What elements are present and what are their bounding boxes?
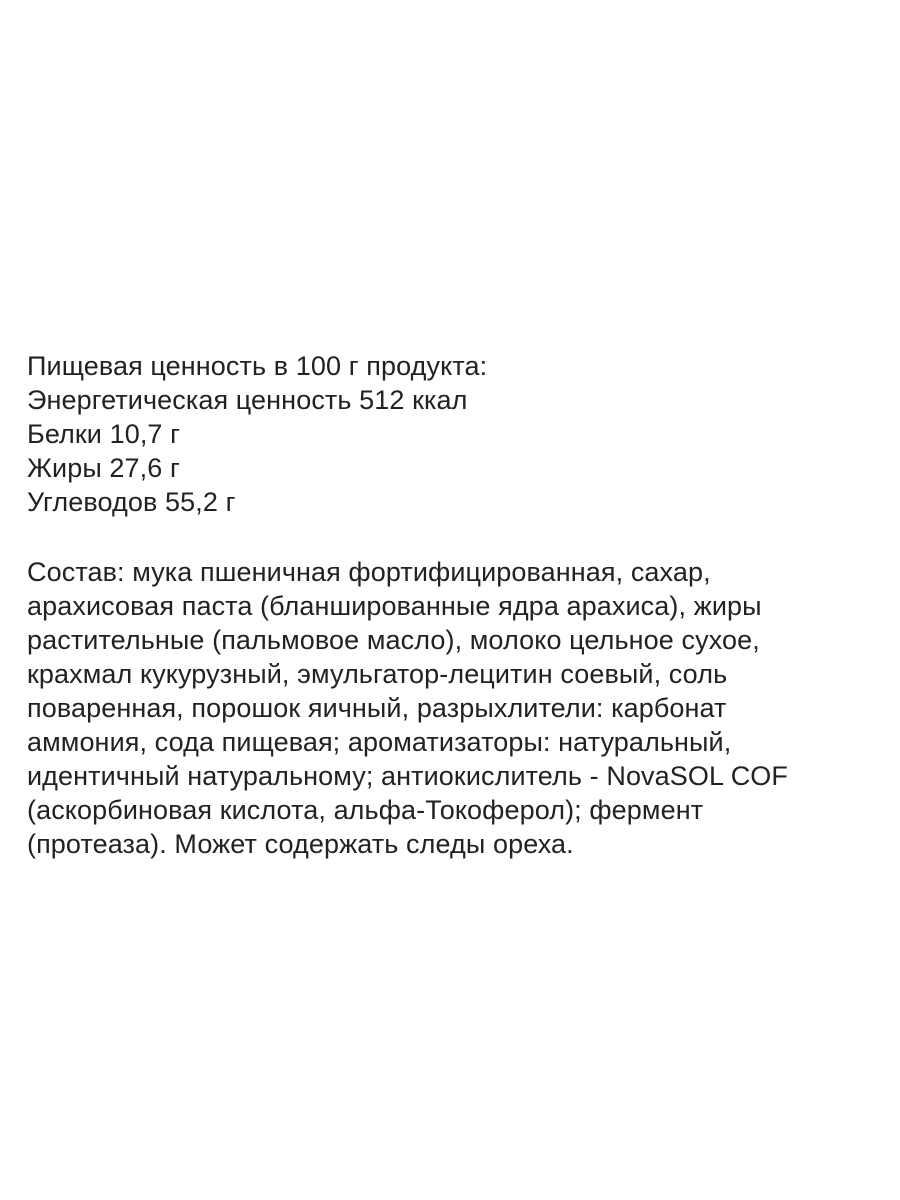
composition-line: Состав: мука пшеничная фортифицированная, сахар, [27, 557, 711, 587]
composition-line: (протеаза). Может содержать следы ореха. [27, 829, 574, 859]
nutrition-facts [27, 349, 487, 519]
fat-value: Жиры 27,6 г [27, 453, 180, 483]
composition-line: растительные (пальмовое масло), молоко цельное сухое, [27, 625, 760, 655]
composition-line: арахисовая паста (бланшированные ядра арахиса), жиры [27, 591, 762, 621]
composition-line: поваренная, порошок яичный, разрыхлители: карбонат [27, 693, 727, 723]
composition-line: идентичный натуральному; антиокислитель - NovaSOL COF [27, 761, 788, 791]
protein-value: Белки 10,7 г [27, 419, 181, 449]
carbohydrate-value: Углеводов 55,2 г [27, 487, 236, 517]
composition-line: аммония, сода пищевая; ароматизаторы: натуральный, [27, 727, 732, 757]
composition-line: крахмал кукурузный, эмульгатор-лецитин соевый, соль [27, 659, 728, 689]
composition-line: (аскорбиновая кислота, альфа-Токоферол); фермент [27, 795, 704, 825]
energy-value: Энергетическая ценность 512 ккал [27, 385, 468, 415]
nutrition-heading: Пищевая ценность в 100 г продукта: [27, 351, 488, 381]
ingredients-composition [27, 555, 788, 861]
